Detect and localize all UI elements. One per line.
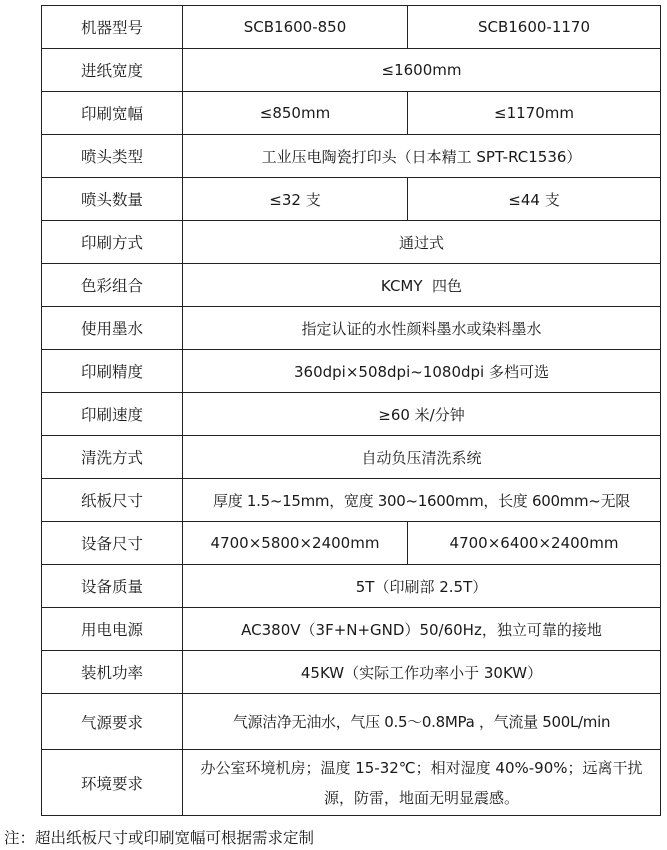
- cell-value: ≤1600mm: [183, 49, 661, 92]
- cell-value: ≥60 米/分钟: [183, 393, 661, 436]
- table-row: [42, 750, 661, 816]
- row-label: 设备质量: [42, 565, 183, 608]
- row-label: 设备尺寸: [42, 522, 183, 565]
- row-label: 进纸宽度: [42, 49, 183, 92]
- cell-value: KCMY 四色: [183, 264, 661, 307]
- cell-value: ≤850mm: [183, 92, 408, 135]
- table-row: [42, 6, 661, 49]
- table-row: [42, 651, 661, 694]
- table-row: [42, 264, 661, 307]
- cell-value: 45KW（实际工作功率小于 30KW）: [183, 651, 661, 694]
- row-label: 用电电源: [42, 608, 183, 651]
- row-label: 印刷方式: [42, 221, 183, 264]
- row-label: 喷头类型: [42, 135, 183, 178]
- cell-value: 办公室环境机房；温度 15-32℃；相对湿度 40%-90%；远离干扰源，防雷，地面无明显震感。: [183, 750, 661, 816]
- cell-value: SCB1600-850: [183, 6, 408, 49]
- cell-value: ≤1170mm: [408, 92, 661, 135]
- table-row: [42, 49, 661, 92]
- table-row: [42, 694, 661, 750]
- table-row: [42, 436, 661, 479]
- table-row: [42, 350, 661, 393]
- table-row: [42, 608, 661, 651]
- table-row: [42, 565, 661, 608]
- row-label: 机器型号: [42, 6, 183, 49]
- cell-value: 气源洁净无油水，气压 0.5～0.8MPa ，气流量 500L/min: [183, 694, 661, 750]
- row-label: 色彩组合: [42, 264, 183, 307]
- row-label: 清洗方式: [42, 436, 183, 479]
- row-label: 装机功率: [42, 651, 183, 694]
- cell-value: 4700×6400×2400mm: [408, 522, 661, 565]
- cell-value: 4700×5800×2400mm: [183, 522, 408, 565]
- cell-value: 自动负压清洗系统: [183, 436, 661, 479]
- row-label: 环境要求: [42, 750, 183, 816]
- row-label: 印刷速度: [42, 393, 183, 436]
- table-row: [42, 393, 661, 436]
- row-label: 使用墨水: [42, 307, 183, 350]
- table-row: [42, 479, 661, 522]
- row-label: 印刷精度: [42, 350, 183, 393]
- row-label: 纸板尺寸: [42, 479, 183, 522]
- cell-value: 指定认证的水性颜料墨水或染料墨水: [183, 307, 661, 350]
- table-row: [42, 522, 661, 565]
- cell-value: SCB1600-1170: [408, 6, 661, 49]
- table-row: [42, 178, 661, 221]
- spec-table: [41, 5, 661, 816]
- table-row: [42, 92, 661, 135]
- table-row: [42, 135, 661, 178]
- row-label: 喷头数量: [42, 178, 183, 221]
- table-row: [42, 307, 661, 350]
- row-label: 印刷宽幅: [42, 92, 183, 135]
- cell-value: 工业压电陶瓷打印头（日本精工 SPT-RC1536）: [183, 135, 661, 178]
- footnote: 注：超出纸板尺寸或印刷宽幅可根据需求定制: [4, 829, 315, 847]
- table-row: [42, 221, 661, 264]
- cell-value: ≤44 支: [408, 178, 661, 221]
- row-label: 气源要求: [42, 694, 183, 750]
- cell-value: 360dpi×508dpi~1080dpi 多档可选: [183, 350, 661, 393]
- cell-value: 5T（印刷部 2.5T）: [183, 565, 661, 608]
- cell-value: AC380V（3F+N+GND）50/60Hz，独立可靠的接地: [183, 608, 661, 651]
- cell-value: 厚度 1.5~15mm，宽度 300~1600mm，长度 600mm~无限: [183, 479, 661, 522]
- cell-value: 通过式: [183, 221, 661, 264]
- cell-value: ≤32 支: [183, 178, 408, 221]
